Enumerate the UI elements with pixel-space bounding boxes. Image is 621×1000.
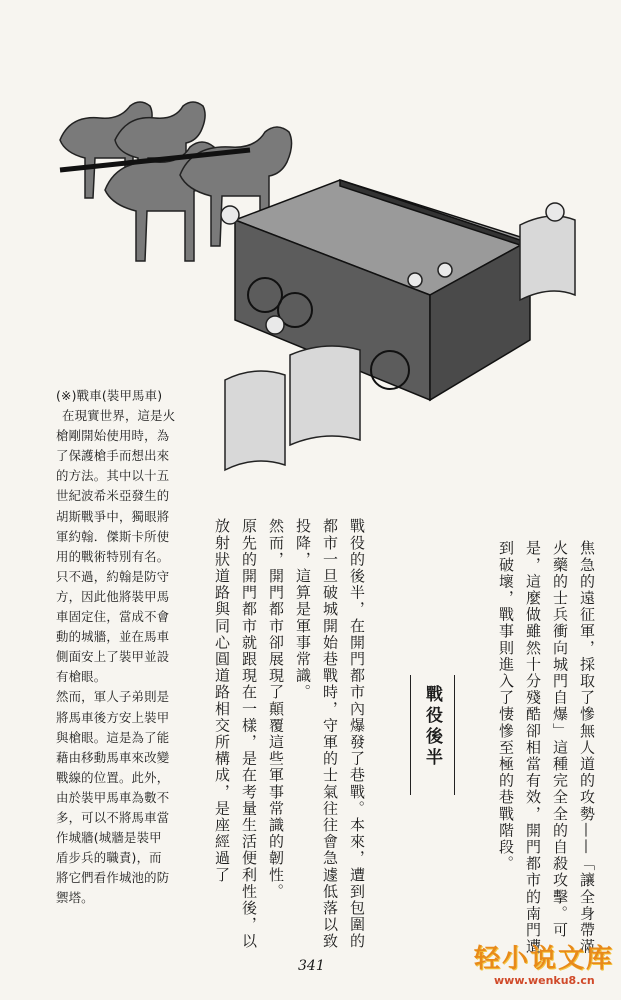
side-note	[56, 386, 191, 908]
body-column-right	[470, 540, 600, 960]
note-line: 戰線的位置。此外，	[56, 769, 170, 785]
note-line: 世紀波希米亞發生的	[56, 488, 170, 504]
page-number: 341	[298, 958, 325, 974]
note-line: 只不過，約翰是防守	[56, 568, 170, 584]
note-line: 了保護槍手而想出來	[56, 448, 170, 464]
body-paragraph: 焦急的遠征軍，採取了慘無人道的攻勢——「讓全身帶滿火藥的士兵衝向城門自爆」這種完全全的自殺攻擊。可是，這麼做雖然十分殘酷卻相當有效，開門都市的南門遭到破壞，戰事則進入了悽慘至極的巷戰階段。	[497, 540, 596, 955]
logo-text: 轻小说文库	[474, 944, 615, 974]
note-line: 作城牆(城牆是裝甲	[56, 830, 162, 846]
note-line: 然而，軍人子弟則是	[56, 689, 170, 705]
note-line: (※)戰車(裝甲馬車)	[56, 388, 163, 403]
body-paragraph: 原先的開門都市就跟現在一樣，是在考量生活便利性後，以放射狀道路與同心圓道路相交所構成，是座經過了	[213, 518, 258, 950]
body-column-left	[200, 518, 370, 958]
note-line: 方，因此他將裝甲馬	[56, 588, 170, 604]
note-line: 槍剛開始使用時，為	[56, 428, 170, 444]
logo-url: www.wenku8.cn	[494, 974, 595, 987]
note-line: 盾步兵的職責)，而	[56, 850, 162, 866]
note-line: 的方法。其中以十五	[56, 468, 170, 484]
body-paragraph: 然而，開門都市卻展現了顛覆這些軍事常識的韌性。	[267, 518, 285, 900]
note-line: 有槍眼。	[56, 669, 107, 685]
note-line: 側面安上了裝甲並設	[56, 649, 170, 665]
heading-rule-right	[454, 675, 455, 795]
section-heading: 戰役後半	[422, 685, 442, 769]
note-line: 動的城牆，並在馬車	[56, 629, 170, 645]
note-line: 在現實世界，這是火	[62, 408, 176, 424]
body-paragraph: 戰役的後半，在開門都市內爆發了巷戰。本來，遭到包圍的都市一旦破城開始巷戰時，守軍的士氣往往會急遽低落以致投降，這算是軍事常識。	[294, 518, 366, 950]
note-line: 由於裝甲馬車為數不	[56, 789, 170, 805]
note-line: 藉由移動馬車來改變	[56, 749, 170, 765]
note-line: 車固定住，當成不會	[56, 609, 170, 625]
note-line: 胡斯戰爭中，獨眼將	[56, 508, 170, 524]
note-line: 多，可以不將馬車當	[56, 809, 170, 825]
note-line: 軍約翰．傑斯卡所使	[56, 528, 170, 544]
note-line: 禦塔。	[56, 890, 94, 906]
heading-rule-left	[410, 675, 411, 795]
note-line: 將它們看作城池的防	[56, 870, 170, 886]
note-line: 與槍眼。這是為了能	[56, 729, 170, 745]
note-line: 將馬車後方安上裝甲	[56, 709, 170, 725]
note-line: 用的戰術特別有名。	[56, 548, 170, 564]
site-watermark-logo	[474, 938, 614, 996]
